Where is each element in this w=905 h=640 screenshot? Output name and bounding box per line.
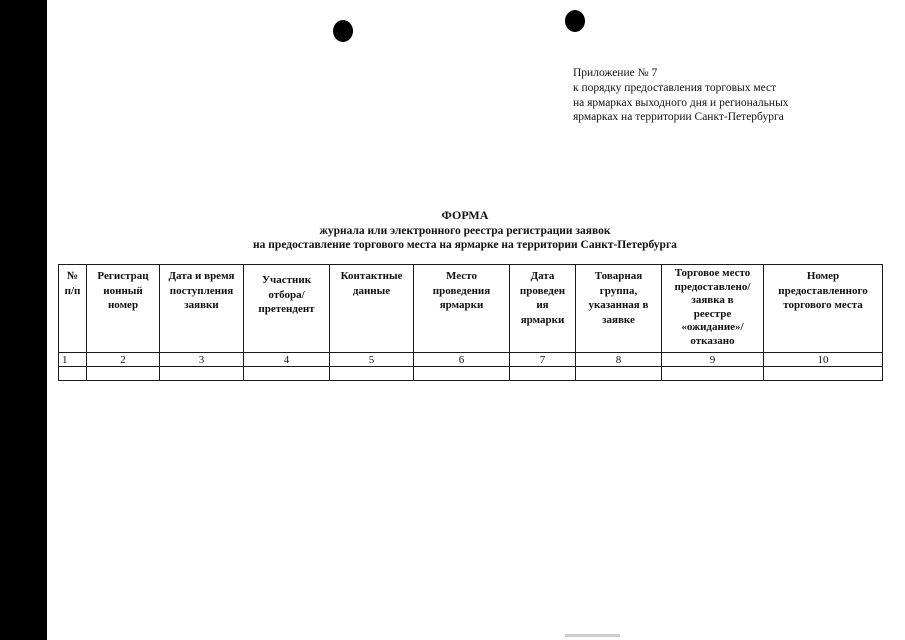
column-number: 8 <box>576 353 662 367</box>
column-number: 1 <box>59 353 87 367</box>
header-cell-place-number: Номер предоставленного торгового места <box>764 265 883 353</box>
empty-cell <box>510 367 576 381</box>
column-number: 5 <box>330 353 414 367</box>
column-number: 10 <box>764 353 883 367</box>
header-cell-registration-number: Регистрац ионный номер <box>87 265 160 353</box>
punch-hole-right <box>565 10 585 32</box>
column-number: 3 <box>160 353 244 367</box>
appendix-line: на ярмарках выходного дня и региональных <box>573 96 789 109</box>
header-cell-number: № п/п <box>59 265 87 353</box>
column-number: 6 <box>414 353 510 367</box>
appendix-line: ярмарках на территории Санкт-Петербурга <box>573 111 784 124</box>
header-cell-contacts: Контактные данные <box>330 265 414 353</box>
header-cell-product-group: Товарная группа, указанная в заявке <box>576 265 662 353</box>
header-cell-fair-date: Дата проведен ия ярмарки <box>510 265 576 353</box>
empty-entry-row <box>59 367 883 381</box>
punch-hole-left <box>333 20 353 42</box>
empty-cell <box>59 367 87 381</box>
form-title: ФОРМА <box>441 208 489 222</box>
appendix-line: Приложение № 7 <box>573 67 658 79</box>
empty-cell <box>764 367 883 381</box>
form-subtitle-line-1: журнала или электронного реестра регистрации заявок <box>319 225 611 237</box>
form-subtitle-line-2: на предоставление торгового места на ярмарке на территории Санкт-Петербурга <box>253 239 677 251</box>
empty-cell <box>330 367 414 381</box>
column-number: 2 <box>87 353 160 367</box>
appendix-line: к порядку предоставления торговых мест <box>573 81 777 94</box>
empty-cell <box>576 367 662 381</box>
empty-cell <box>244 367 330 381</box>
scan-left-edge-shadow <box>0 0 47 640</box>
scan-artifact <box>565 634 620 637</box>
header-cell-fair-location: Место проведения ярмарки <box>414 265 510 353</box>
column-number-row <box>59 353 883 367</box>
empty-cell <box>87 367 160 381</box>
header-cell-place-status: Торговое место предоставлено/ заявка в реестре «ожидание»/ отказано <box>662 265 764 353</box>
column-number: 9 <box>662 353 764 367</box>
column-number: 4 <box>244 353 330 367</box>
empty-cell <box>414 367 510 381</box>
appendix-reference <box>573 66 789 125</box>
empty-cell <box>160 367 244 381</box>
table-header-row <box>59 265 883 353</box>
header-cell-participant: Участник отбора/ претендент <box>244 265 330 353</box>
empty-cell <box>662 367 764 381</box>
registration-journal-table <box>58 264 883 381</box>
column-number: 7 <box>510 353 576 367</box>
header-cell-date-time: Дата и время поступления заявки <box>160 265 244 353</box>
